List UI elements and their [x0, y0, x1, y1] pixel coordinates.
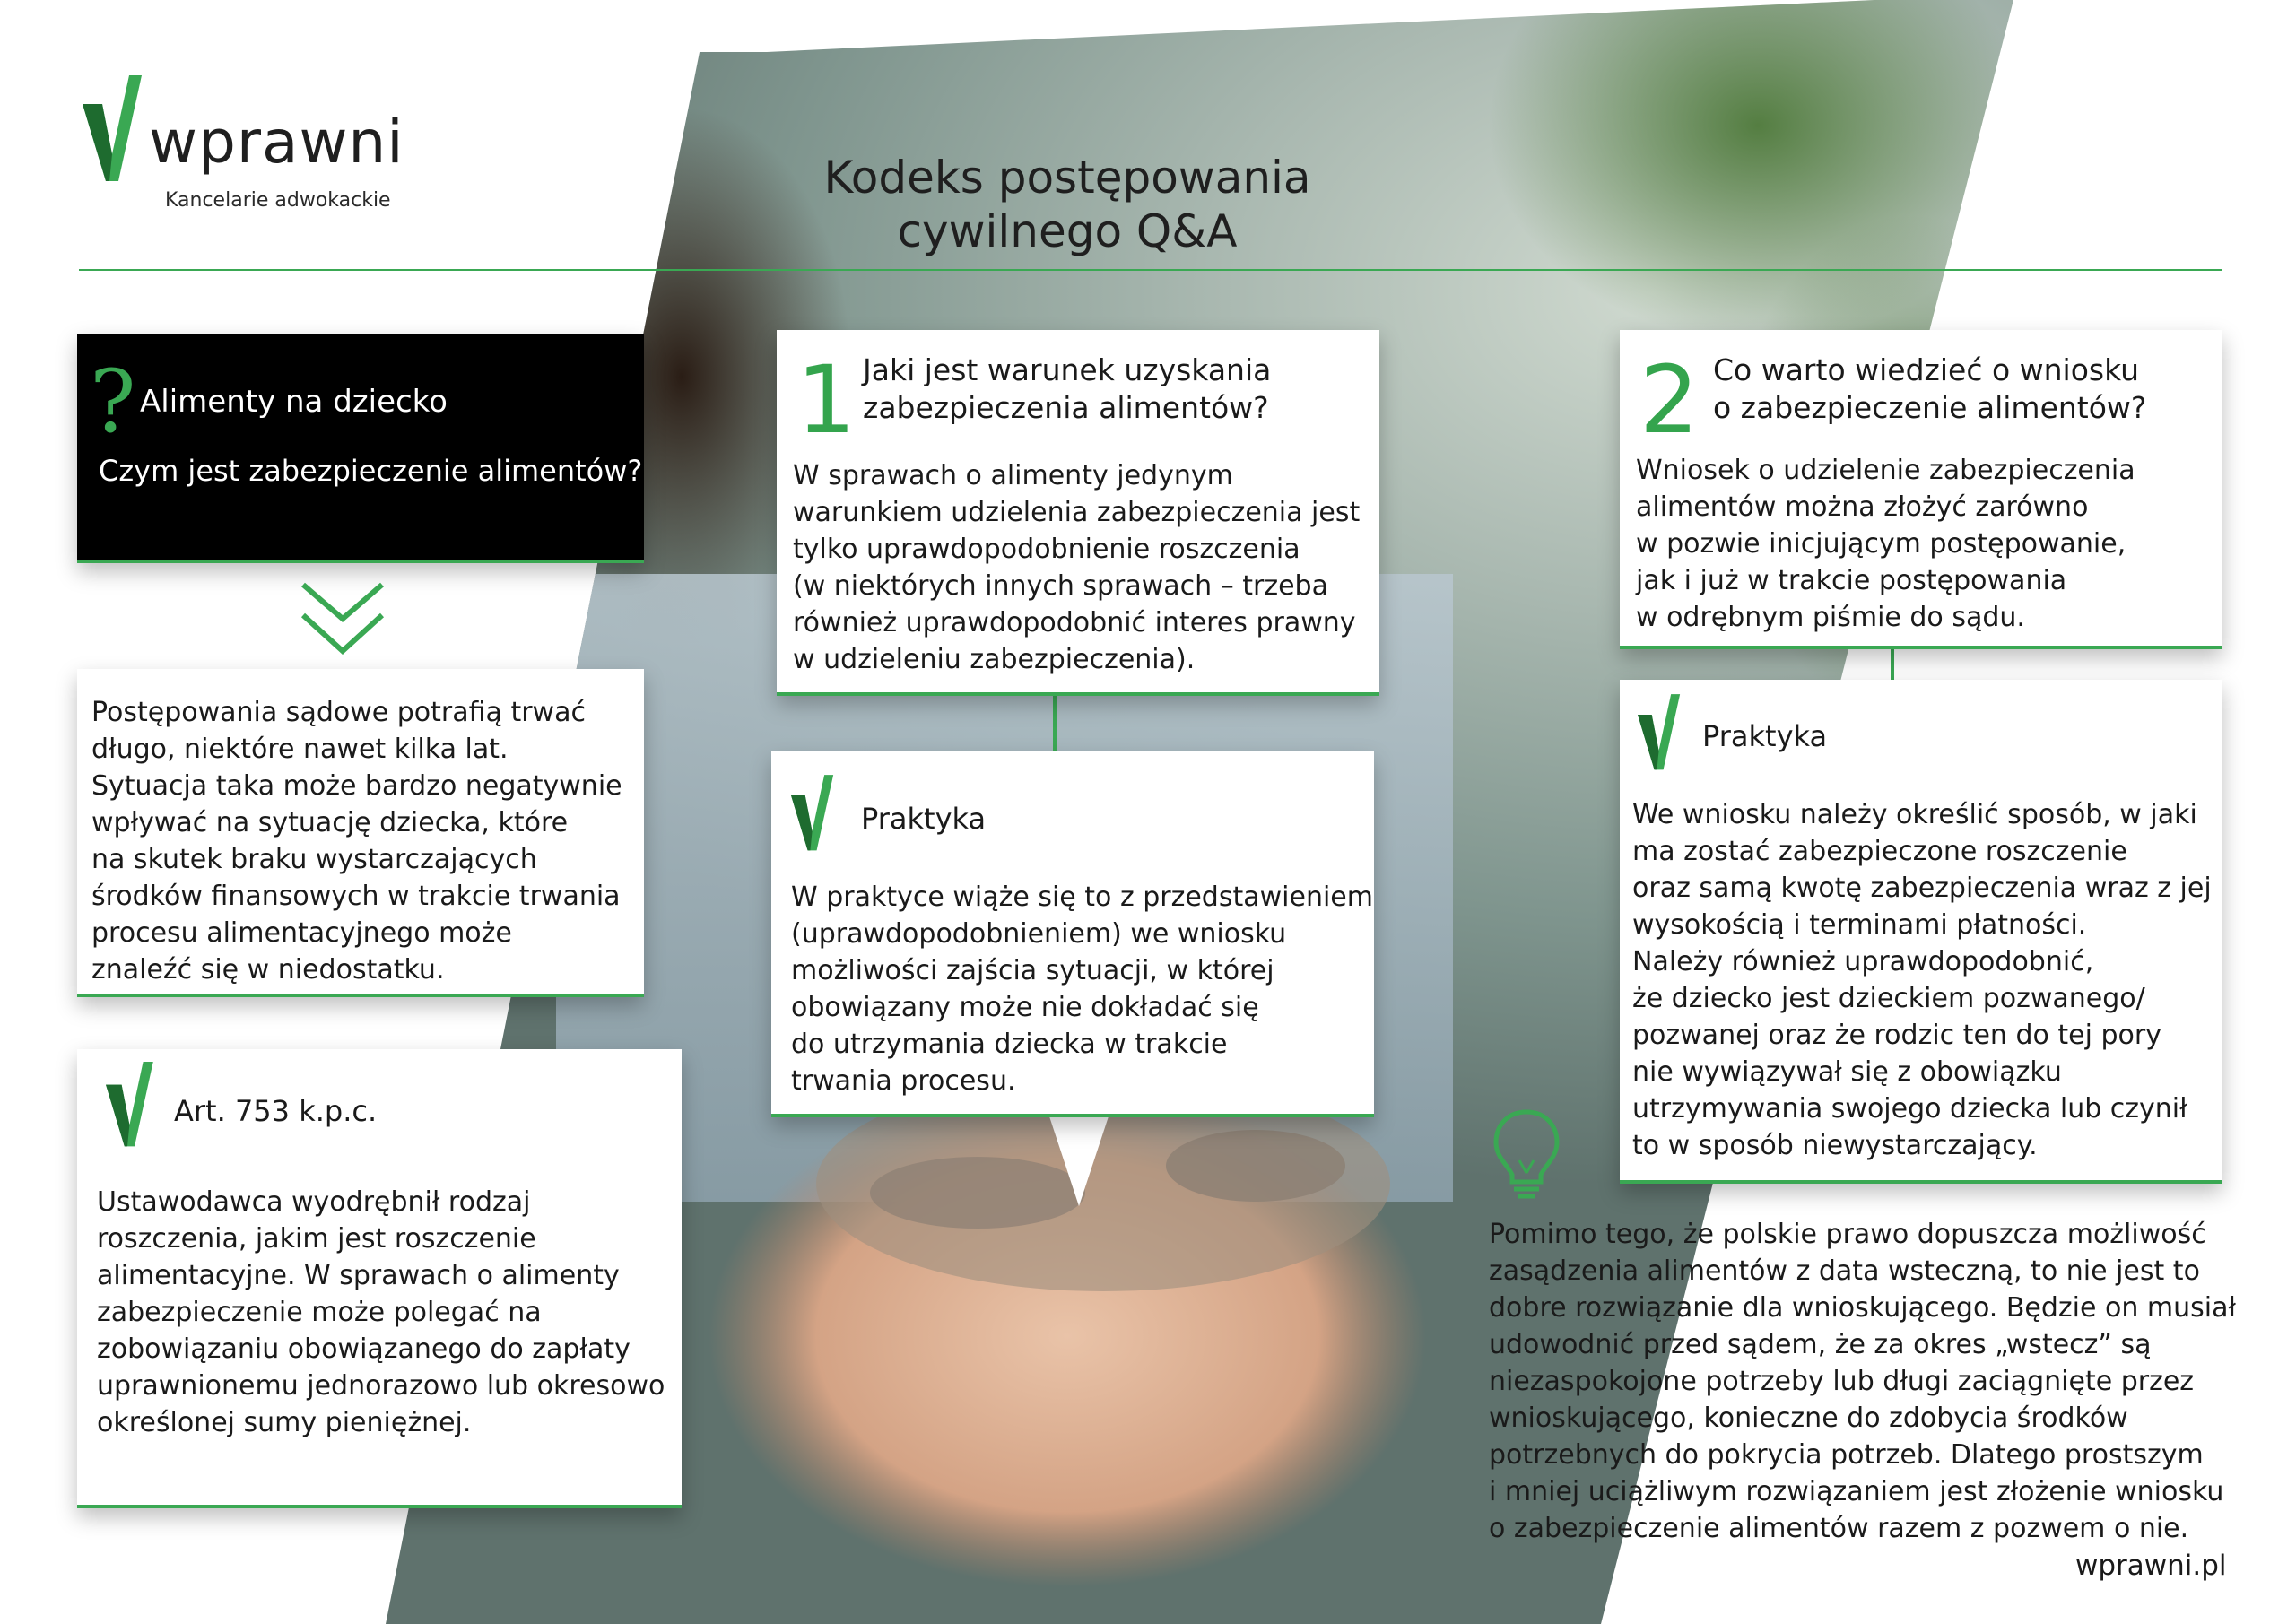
checkmark-icon	[106, 1062, 156, 1148]
intro-question: Czym jest zabezpieczenie alimentów?	[99, 454, 643, 488]
proceedings-text: Postępowania sądowe potrafią trwać długo, niektóre nawet kilka lat. Sytuacja taka może bardzo negatywnie wpływać na sytuację dziecka, które na skutek braku wystarczających środków finansowych w trakcie trwania procesu alimentacyjnego może znaleźć się w niedostatku.	[91, 697, 622, 986]
logo-subtitle: Kancelarie adwokackie	[165, 189, 391, 212]
practice-2-card	[1620, 680, 2222, 1184]
question-1-text: Jaki jest warunek uzyskania zabezpieczenia alimentów?	[863, 352, 1272, 425]
title-line-2: cywilnego Q&A	[897, 205, 1238, 257]
article-heading: Art. 753 k.p.c.	[174, 1094, 378, 1128]
page-title	[789, 151, 1345, 258]
question-2-answer: Wniosek o udzielenie zabezpieczenia alimentów można złożyć zarówno w pozwie inicjującym postępowanie, jak i już w trakcie postępowania w odrębnym piśmie do sądu.	[1636, 455, 2135, 633]
question-2-number: 2	[1639, 345, 1700, 455]
question-1-number: 1	[796, 345, 857, 455]
question-mark-icon: ?	[90, 352, 136, 452]
lightbulb-icon	[1491, 1107, 1562, 1205]
intro-heading: Alimenty na dziecko	[140, 384, 448, 420]
article-card	[77, 1049, 682, 1508]
title-line-1: Kodeks postępowania	[823, 152, 1311, 204]
question-2-text: Co warto wiedzieć o wniosku o zabezpieczenie alimentów?	[1713, 352, 2147, 425]
practice-1-card	[771, 751, 1374, 1117]
check-v-icon	[83, 75, 145, 183]
practice-1-text: W praktyce wiąże się to z przedstawieniem (uprawdopodobnieniem) we wniosku możliwości zajścia sytuacji, w której obowiązany może nie dokładać się do utrzymania dziecka w trakcie trwania procesu.	[791, 881, 1373, 1097]
logo-wordmark: wprawni	[149, 108, 404, 177]
question-1-card	[777, 330, 1379, 696]
article-text: Ustawodawca wyodrębnił rodzaj roszczenia, jakim jest roszczenie alimentacyjne. W sprawach o alimenty zabezpieczenie może polegać na zobowiązaniu obowiązanego do zapłaty uprawnionemu jednorazowo lub okresowo określonej sumy pieniężnej.	[97, 1186, 665, 1438]
tip-text: Pomimo tego, że polskie prawo dopuszcza możliwość zasądzenia alimentów z data wsteczną, to nie jest to dobre rozwiązanie dla wnioskującego. Będzie on musiał udowodnić przed sądem, że za okres „wstecz” są niezaspokojone potrzeby lub długi zaciągnięte przez wnioskującego, konieczne do zdobycia środków potrzebnych do pokrycia potrzeb. Dlatego prostszym i mniej uciążliwym rozwiązaniem jest złożenie wniosku o zabezpieczenie alimentów razem z pozwem o nie.	[1489, 1219, 2237, 1544]
double-chevron-down-icon	[300, 579, 386, 660]
footer-url[interactable]: wprawni.pl	[2075, 1550, 2227, 1582]
practice-2-heading: Praktyka	[1702, 719, 1828, 753]
question-1-answer: W sprawach o alimenty jedynym warunkiem udzielenia zabezpieczenia jest tylko uprawdopodobnienie roszczenia (w niektórych innych sprawach – trzeba również uprawdopodobnić interes prawny w udzieleniu zabezpieczenia).	[793, 460, 1361, 675]
practice-1-heading: Praktyka	[861, 802, 987, 836]
intro-card	[77, 334, 644, 563]
question-2-card	[1620, 330, 2222, 649]
proceedings-card	[77, 669, 644, 997]
practice-2-text: We wniosku należy określić sposób, w jaki ma zostać zabezpieczone roszczenie oraz samą kwotę zabezpieczenia wraz z jej wysokością i terminami płatności. Należy również uprawdopodobnić, że dziecko jest dzieckiem pozwanego/ pozwanej oraz że rodzic ten do tej pory nie wywiązywał się z obowiązku utrzymywania swojego dziecka lub czynił to w sposób niewystarczający.	[1632, 799, 2212, 1161]
checkmark-icon	[1638, 694, 1683, 771]
checkmark-icon	[791, 775, 836, 852]
